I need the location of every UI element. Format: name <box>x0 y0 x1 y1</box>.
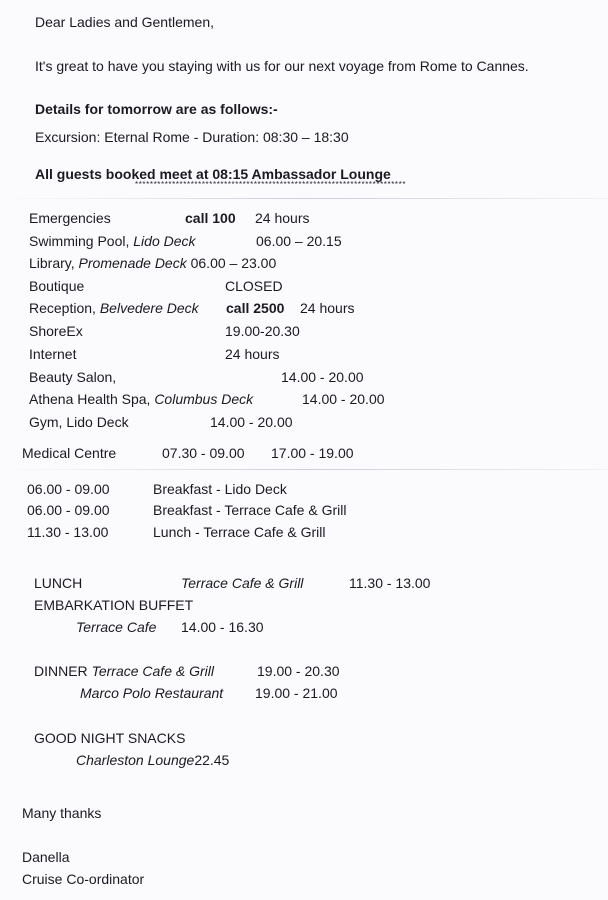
spa-row <box>29 391 253 407</box>
gym-label: Gym, Lido Deck <box>29 414 129 430</box>
closing-text: Many thanks <box>22 805 102 821</box>
dinner-place-marco-polo: Marco Polo Restaurant <box>80 685 224 701</box>
reception-row <box>29 300 199 316</box>
spa-place: Columbus Deck <box>154 391 254 407</box>
signature-title: Cruise Co-ordinator <box>22 871 145 887</box>
pool-place: Lido Deck <box>133 233 196 249</box>
internet-hours: 24 hours <box>225 346 280 362</box>
pool-row <box>29 233 196 249</box>
intro-text: It's great to have you staying with us for our next voyage from Rome to Cannes. <box>35 58 529 74</box>
emergencies-hours: 24 hours <box>255 210 310 226</box>
buffet-hours: 14.00 - 16.30 <box>181 619 264 635</box>
gym-hours: 14.00 - 20.00 <box>210 414 293 430</box>
meal-time: 11.30 - 13.00 <box>27 524 109 540</box>
shoreex-hours: 19.00-20.30 <box>225 323 300 339</box>
medical-hours-morning: 07.30 - 09.00 <box>162 445 245 461</box>
excursion-line: Excursion: Eternal Rome - Duration: 08:30 – 18:30 <box>35 129 349 145</box>
lunch-place: Terrace Cafe & Grill <box>181 575 304 591</box>
paper-fold-line <box>0 198 608 199</box>
internet-label: Internet <box>29 346 77 362</box>
lunch-hours: 11.30 - 13.00 <box>349 575 431 591</box>
library-label: Library, <box>29 255 79 271</box>
spa-hours: 14.00 - 20.00 <box>302 391 385 407</box>
paper-fold-line <box>0 469 608 470</box>
snacks-label: GOOD NIGHT SNACKS <box>34 730 186 746</box>
buffet-label: EMBARKATION BUFFET <box>34 597 194 613</box>
meal-desc: Breakfast - Terrace Cafe & Grill <box>153 502 347 518</box>
dinner-label: DINNER <box>34 663 92 679</box>
boutique-label: Boutique <box>29 278 85 294</box>
meal-desc: Lunch - Terrace Cafe & Grill <box>153 524 326 540</box>
snacks-hours: 22.45 <box>194 752 230 768</box>
library-place: Promenade Deck <box>78 255 187 271</box>
spa-label: Athena Health Spa, <box>29 391 155 407</box>
dinner-row <box>34 663 214 679</box>
meeting-line: All guests booked meet at 08:15 Ambassador Lounge <box>35 166 391 182</box>
buffet-place: Terrace Cafe <box>76 619 157 635</box>
beauty-hours: 14.00 - 20.00 <box>281 369 364 385</box>
snacks-place: Charleston Lounge <box>76 752 195 768</box>
details-heading: Details for tomorrow are as follows:- <box>35 101 278 117</box>
reception-hours: 24 hours <box>300 300 355 316</box>
lunch-label: LUNCH <box>34 575 83 591</box>
greeting: Dear Ladies and Gentlemen, <box>35 14 214 30</box>
dinner-hours-marco-polo: 19.00 - 21.00 <box>255 685 338 701</box>
signature-name: Danella <box>22 849 70 865</box>
pool-hours: 06.00 – 20.15 <box>256 233 342 249</box>
meal-desc: Breakfast - Lido Deck <box>153 481 287 497</box>
meal-time: 06.00 - 09.00 <box>27 481 110 497</box>
emergencies-label: Emergencies <box>29 210 111 226</box>
shoreex-label: ShoreEx <box>29 323 83 339</box>
star-separator: ************************************************************************* <box>135 180 407 189</box>
medical-label: Medical Centre <box>22 445 117 461</box>
emergencies-call: call 100 <box>185 210 236 226</box>
library-row <box>29 255 276 271</box>
dinner-place-terrace: Terrace Cafe & Grill <box>91 663 214 679</box>
reception-label: Reception, <box>29 300 100 316</box>
pool-label: Swimming Pool, <box>29 233 134 249</box>
dinner-hours-terrace: 19.00 - 20.30 <box>257 663 340 679</box>
library-hours: 06.00 – 23.00 <box>186 255 277 271</box>
reception-call: call 2500 <box>226 300 285 316</box>
reception-place: Belvedere Deck <box>99 300 199 316</box>
medical-hours-evening: 17.00 - 19.00 <box>271 445 354 461</box>
snacks-row <box>76 752 229 768</box>
boutique-status: CLOSED <box>225 278 283 294</box>
meal-time: 06.00 - 09.00 <box>27 502 110 518</box>
beauty-label: Beauty Salon, <box>29 369 117 385</box>
